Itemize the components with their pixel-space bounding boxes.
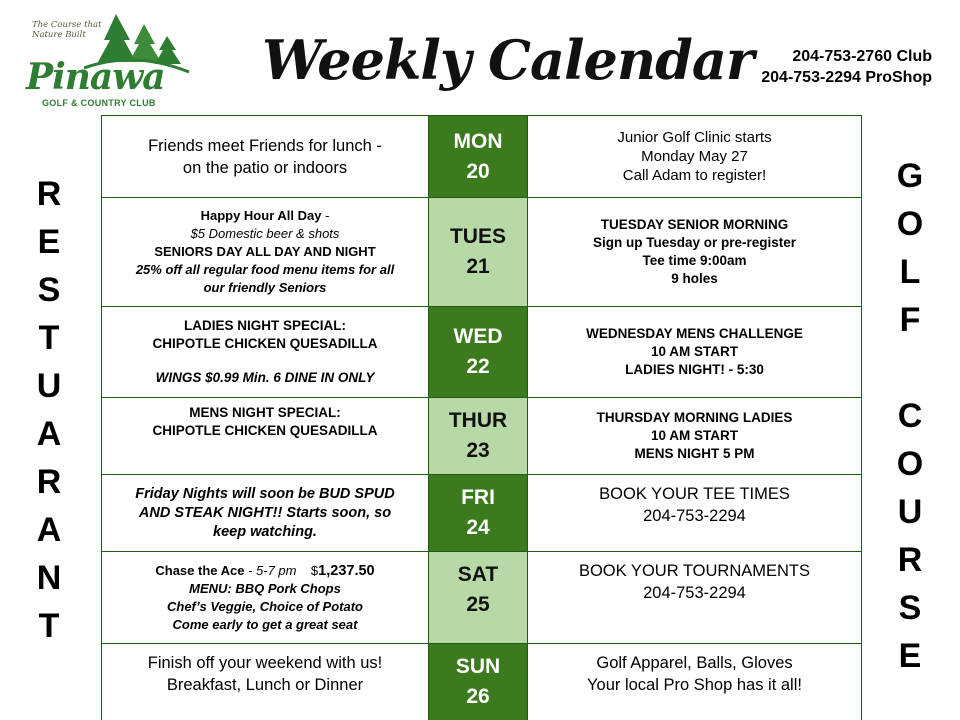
day-cell <box>429 307 528 398</box>
restaurant-cell: Happy Hour All Day - $5 Domestic beer & shots SENIORS DAY ALL DAY AND NIGHT 25% off all regular food menu items for all our friendly Seniors <box>102 198 429 307</box>
day-name: FRI <box>461 486 495 509</box>
day-name: WED <box>453 325 503 348</box>
golf-cell: Junior Golf Clinic starts Monday May 27 Call Adam to register! <box>528 116 862 198</box>
day-date: 22 <box>466 355 490 378</box>
golf-cell: THURSDAY MORNING LADIES 10 AM START MENS NIGHT 5 PM <box>528 398 862 475</box>
day-date: 26 <box>466 685 490 708</box>
day-name: SAT <box>457 563 499 586</box>
day-cell <box>429 116 528 198</box>
restaurant-cell: Finish off your weekend with us! Breakfast, Lunch or Dinner <box>102 644 429 720</box>
day-cell <box>429 475 528 552</box>
restaurant-cell: Friends meet Friends for lunch - on the patio or indoors <box>102 116 429 198</box>
golf-cell: WEDNESDAY MENS CHALLENGE 10 AM START LADIES NIGHT! - 5:30 <box>528 307 862 398</box>
calendar-row-monday <box>102 116 862 198</box>
day-name: THUR <box>448 409 508 432</box>
calendar-row-thursday <box>102 398 862 475</box>
club-logo <box>24 10 194 110</box>
day-date: 25 <box>466 593 490 616</box>
restaurant-cell: Chase the Ace - 5-7 pm $1,237.50 MENU: BBQ Pork Chops Chef’s Veggie, Choice of Potato Come early to get a great seat <box>102 552 429 644</box>
calendar-row-saturday <box>102 552 862 644</box>
day-date: 24 <box>466 516 490 539</box>
logo-name: Pinawa <box>26 56 165 98</box>
logo-subtitle: GOLF & COUNTRY CLUB <box>42 98 156 108</box>
club-phone: 204-753-2760 Club <box>792 48 932 65</box>
golf-cell: TUESDAY SENIOR MORNING Sign up Tuesday or pre-register Tee time 9:00am 9 holes <box>528 198 862 307</box>
golf-cell: BOOK YOUR TOURNAMENTS 204-753-2294 <box>528 552 862 644</box>
golf-cell: Golf Apparel, Balls, Gloves Your local Pro Shop has it all! <box>528 644 862 720</box>
day-date: 21 <box>466 255 490 278</box>
golf-cell: BOOK YOUR TEE TIMES 204-753-2294 <box>528 475 862 552</box>
proshop-phone: 204-753-2294 ProShop <box>761 69 932 86</box>
day-name: SUN <box>455 655 501 678</box>
page-title: Weekly Calendar <box>262 28 754 92</box>
calendar-row-friday <box>102 475 862 552</box>
day-cell <box>429 552 528 644</box>
day-name: MON <box>453 129 503 153</box>
calendar-row-sunday <box>102 644 862 720</box>
calendar-row-tuesday <box>102 198 862 307</box>
restaurant-cell: LADIES NIGHT SPECIAL: CHIPOTLE CHICKEN QUESADILLA WINGS $0.99 Min. 6 DINE IN ONLY <box>102 307 429 398</box>
phone-numbers <box>761 46 932 88</box>
restaurant-cell: MENS NIGHT SPECIAL: CHIPOTLE CHICKEN QUESADILLA <box>102 398 429 475</box>
day-date: 20 <box>466 159 490 183</box>
weekly-calendar-table <box>101 115 862 720</box>
logo-tagline: The Course that Nature Built <box>32 20 102 40</box>
day-date: 23 <box>466 439 490 462</box>
restaurant-vertical-label: R E S T U A R A N T <box>36 175 62 645</box>
day-cell <box>429 198 528 307</box>
restaurant-cell: Friday Nights will soon be BUD SPUD AND STEAK NIGHT!! Starts soon, so keep watching. <box>102 475 429 552</box>
day-cell <box>429 398 528 475</box>
golf-course-vertical-label: G O L F C O U R S E <box>896 157 924 675</box>
day-cell <box>429 644 528 720</box>
calendar-row-wednesday <box>102 307 862 398</box>
day-name: TUES <box>449 225 506 248</box>
